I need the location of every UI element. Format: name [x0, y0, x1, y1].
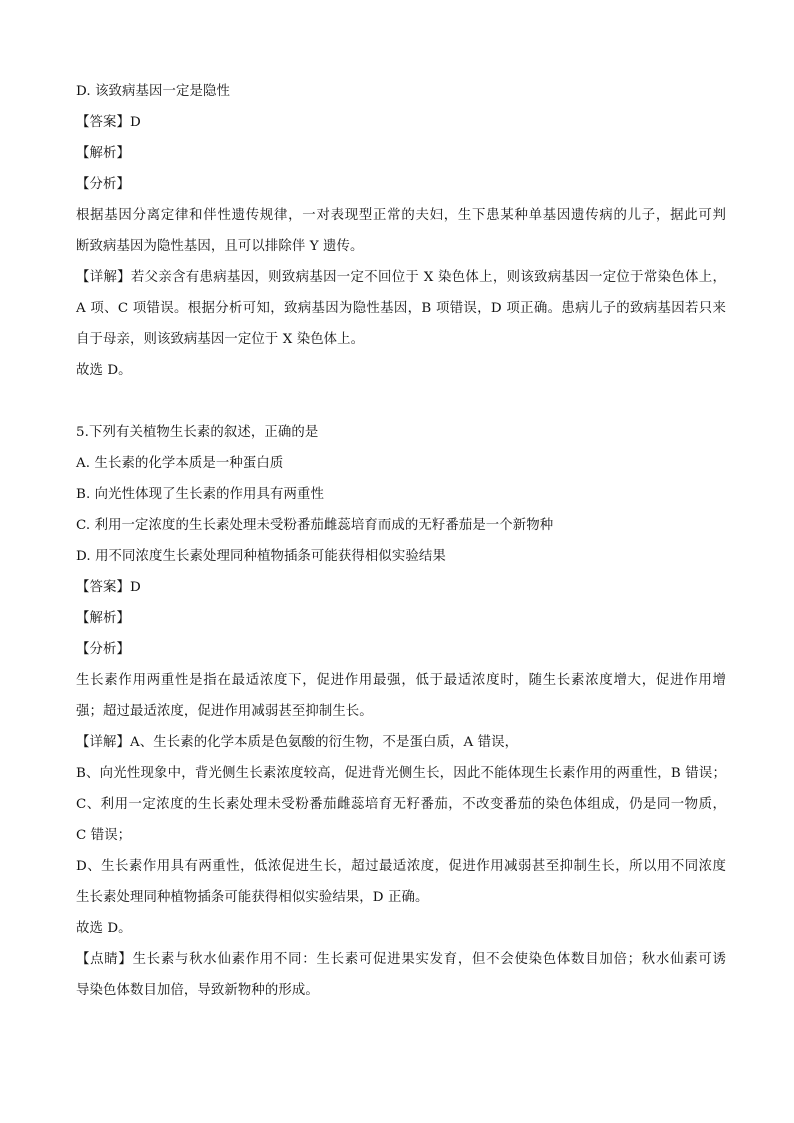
- question-5-option-b: B. 向光性体现了生长素的作用具有两重性: [76, 487, 324, 502]
- detail-text-q4-line2: A 项、C 项错误。根据分析可知，致病基因为隐性基因，B 项错误，D 项正确。患病儿子的致病基因若只来: [76, 301, 726, 316]
- detail-text-q5-d-line1: D、生长素作用具有两重性，低浓促进生长，超过最适浓度，促进作用减弱甚至抑制生长，所以用不同浓度: [76, 859, 726, 874]
- detail-text-q5-a: 【详解】A、生长素的化学本质是色氨酸的衍生物，不是蛋白质，A 错误，: [76, 735, 519, 750]
- answer-label-q5: 【答案】D: [76, 580, 141, 595]
- question-5-option-a: A. 生长素的化学本质是一种蛋白质: [76, 456, 284, 471]
- option-d-prev: D. 该致病基因一定是隐性: [76, 84, 230, 99]
- analysis-heading-q5: 【解析】: [76, 611, 130, 626]
- conclusion-q5: 故选 D。: [76, 921, 132, 936]
- detail-text-q4-line3: 自于母亲，则该致病基因一定位于 X 染色体上。: [76, 332, 365, 347]
- analysis-text-q4-line1: 根据基因分离定律和伴性遗传规律，一对表现型正常的夫妇，生下患某种单基因遗传病的儿子，据此可判: [76, 208, 726, 223]
- analysis-subheading-q5: 【分析】: [76, 642, 130, 657]
- detail-text-q5-c-line1: C、利用一定浓度的生长素处理未受粉番茄雌蕊培育无籽番茄，不改变番茄的染色体组成，仍是同一物质，: [76, 797, 726, 812]
- question-5-option-d: D. 用不同浓度生长素处理同种植物插条可能获得相似实验结果: [76, 549, 446, 564]
- detail-text-q4-line1: 【详解】若父亲含有患病基因，则致病基因一定不回位于 X 染色体上，则该致病基因一定位于常染色体上，: [76, 270, 726, 285]
- detail-text-q5-c-line2: C 错误；: [76, 828, 132, 843]
- analysis-subheading-q4: 【分析】: [76, 177, 130, 192]
- analysis-text-q5-line2: 强；超过最适浓度，促进作用减弱甚至抑制生长。: [76, 704, 373, 719]
- conclusion-q4: 故选 D。: [76, 363, 132, 378]
- question-5-option-c: C. 利用一定浓度的生长素处理未受粉番茄雌蕊培育而成的无籽番茄是一个新物种: [76, 518, 554, 533]
- detail-text-q5-d-line2: 生长素处理同种植物插条可能获得相似实验结果，D 正确。: [76, 890, 429, 905]
- analysis-text-q5-line1: 生长素作用两重性是指在最适浓度下，促进作用最强，低于最适浓度时，随生长素浓度增大，促进作用增: [76, 673, 726, 688]
- question-5-stem: 5.下列有关植物生长素的叙述，正确的是: [76, 425, 319, 440]
- analysis-heading-q4: 【解析】: [76, 146, 130, 161]
- analysis-text-q4-line2: 断致病基因为隐性基因，且可以排除伴 Y 遗传。: [76, 239, 364, 254]
- detail-text-q5-b: B、向光性现象中，背光侧生长素浓度较高，促进背光侧生长，因此不能体现生长素作用的两重性，B 错误；: [76, 766, 726, 781]
- answer-label-q4: 【答案】D: [76, 115, 141, 130]
- key-point-q5-line1: 【点睛】生长素与秋水仙素作用不同：生长素可促进果实发育，但不会使染色体数目加倍；秋水仙素可诱: [76, 952, 726, 967]
- key-point-q5-line2: 导染色体数目加倍，导致新物种的形成。: [76, 983, 319, 998]
